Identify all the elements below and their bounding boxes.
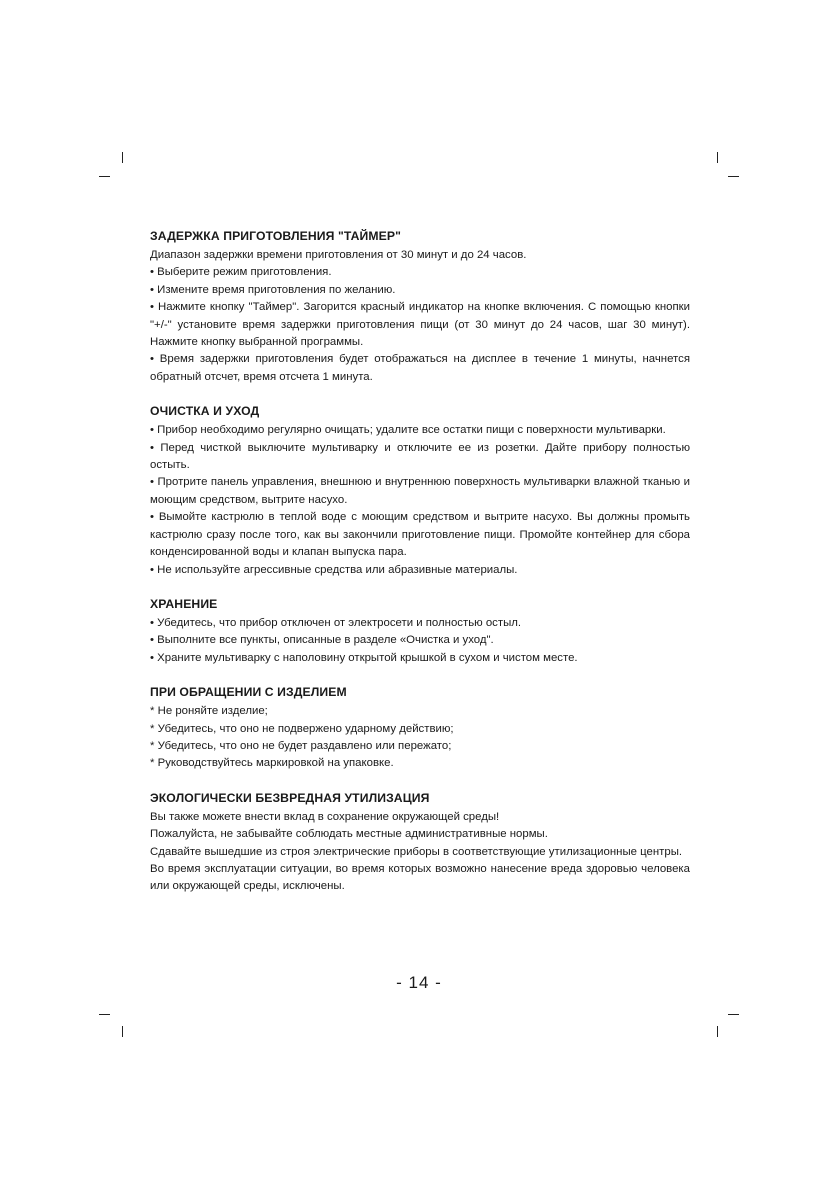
paragraph: • Вымойте кастрюлю в теплой воде с моющим средством и вытрите насухо. Вы должны промыть кастрюлю сразу после того, как вы закончили приготовление пищи. Промойте контейнер для сбора конденсированной воды и клапан выпуска пара. [150,511,690,559]
section-heading: ПРИ ОБРАЩЕНИИ С ИЗДЕЛИЕМ [150,685,347,700]
crop-mark [122,152,123,163]
section-heading: ХРАНЕНИЕ [150,596,218,611]
section-heading: ЭКОЛОГИЧЕСКИ БЕЗВРЕДНАЯ УТИЛИЗАЦИЯ [150,790,430,805]
paragraph: Пожалуйста, не забывайте соблюдать местные административные нормы. [150,828,548,841]
crop-mark [122,1026,123,1037]
paragraph: • Не используйте агрессивные средства или абразивные материалы. [150,563,518,576]
crop-mark [717,1026,718,1037]
section-heading: ЗАДЕРЖКА ПРИГОТОВЛЕНИЯ "ТАЙМЕР" [150,229,401,243]
paragraph: • Время задержки приготовления будет отображаться на дисплее в течение 1 минуты, начнется обратный отсчет, время отсчета 1 минута. [150,353,690,383]
paragraph: Диапазон задержки времени приготовления от 30 минут и до 24 часов. [150,249,527,261]
section-timer [150,228,690,386]
crop-mark [728,176,739,177]
paragraph: • Перед чисткой выключите мультиварку и отключите ее из розетки. Дайте прибору полностью остыть. [150,441,690,472]
paragraph: • Храните мультиварку с наполовину открытой крышкой в сухом и чистом месте. [150,651,578,664]
crop-mark [728,1014,739,1015]
paragraph: Сдавайте вышедшие из строя электрические приборы в соответствующие утилизационные центры. [150,845,683,858]
paragraph: • Прибор необходимо регулярно очищать; удалите все остатки пищи с поверхности мультиварки. [150,424,666,437]
page-number: - 14 - [396,973,442,992]
section-cleaning [150,403,690,579]
section-storage [150,596,690,667]
document-body [150,228,690,913]
paragraph: • Выберите режим приготовления. [150,266,332,279]
crop-mark [99,176,110,177]
paragraph: • Выполните все пункты, описанные в разделе «Очистка и уход". [150,634,494,647]
paragraph: • Убедитесь, что прибор отключен от электросети и полностью остыл. [150,616,522,629]
section-disposal [150,790,690,896]
paragraph: • Протрите панель управления, внешнюю и внутреннюю поверхность мультиварки влажной тканью и моющим средством, вытрите насухо. [150,476,690,506]
section-handling [150,684,690,773]
paragraph: Вы также можете внести вклад в сохранение окружающей среды! [150,810,500,823]
paragraph: * Убедитесь, что оно не подвержено ударному действию; [150,722,454,735]
paragraph: * Не роняйте изделие; [150,705,268,718]
crop-mark [717,152,718,163]
section-heading: ОЧИСТКА И УХОД [150,404,260,419]
paragraph: * Убедитесь, что оно не будет раздавлено или пережато; [150,739,452,752]
paragraph: • Нажмите кнопку "Таймер". Загорится красный индикатор на кнопке включения. С помощью кнопки "+/-" установите время задержки приготовления пищи (от 30 минут до 24 часов, шаг 30 минут). Нажмите кнопку выбранной программы. [150,301,690,349]
paragraph: * Руководствуйтесь маркировкой на упаковке. [150,757,394,770]
crop-mark [99,1014,110,1015]
paragraph: • Измените время приготовления по желанию. [150,283,396,296]
paragraph: Во время эксплуатации ситуации, во время которых возможно нанесение вреда здоровью человека или окружающей среды, исключены. [150,862,690,893]
